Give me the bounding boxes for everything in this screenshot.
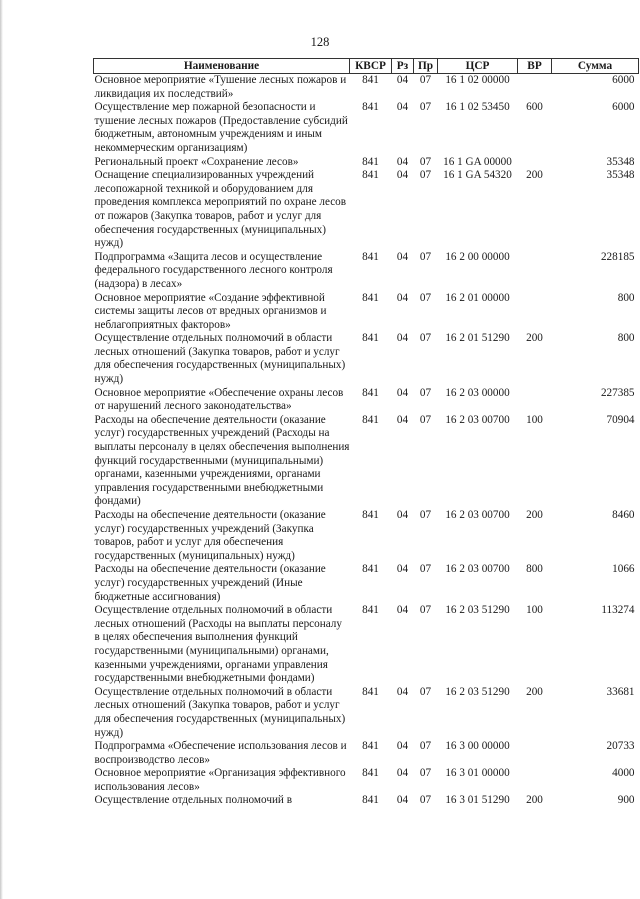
cell-rz: 04	[396, 685, 409, 698]
cell-name: Осуществление мер пожарной безопасности и тушение лесных пожаров (Предоставление субсидий бюджетным, автономным учреждениям и иным некоммерческим организациям)	[94, 101, 348, 154]
table-row	[94, 156, 639, 170]
cell-sum: 70904	[606, 413, 635, 426]
cell-name: Основное мероприятие «Обеспечение охраны лесов от нарушений лесного законодательства»	[94, 386, 344, 413]
cell-csr: 16 2 03 00000	[445, 386, 510, 399]
cell-pr: 07	[419, 74, 432, 86]
table-row	[94, 101, 639, 155]
page-number: 128	[310, 35, 330, 49]
cell-vr: 200	[526, 332, 543, 345]
table-row	[94, 563, 639, 604]
cell-kvsr: 841	[362, 604, 379, 617]
cell-kvsr: 841	[362, 413, 379, 426]
cell-vr: 600	[526, 101, 543, 114]
cell-csr: 16 2 01 51290	[445, 332, 510, 345]
cell-rz: 04	[396, 604, 409, 617]
cell-kvsr: 841	[362, 794, 379, 807]
cell-sum: 1066	[612, 563, 635, 576]
cell-name: Осуществление отдельных полномочий в области лесных отношений (Закупка товаров, работ и услуг для обеспечения государственных (муниципальных) нужд)	[94, 332, 346, 386]
cell-csr: 16 2 03 51290	[445, 604, 510, 617]
cell-kvsr: 841	[362, 291, 379, 304]
cell-rz: 04	[396, 767, 409, 780]
scan-left-edge	[0, 0, 3, 899]
cell-pr: 07	[419, 413, 432, 426]
cell-csr: 16 3 01 00000	[445, 767, 510, 780]
cell-sum: 113274	[601, 604, 635, 617]
cell-name: Оснащение специализированных учреждений лесопожарной техникой и оборудованием для проведения комплекса мероприятий по охране лесов от пожаров (Закупка товаров, работ и услуг для обеспечения государственных (муниципальных) нужд)	[94, 169, 347, 250]
cell-name: Основное мероприятие «Организация эффективного использования лесов»	[94, 767, 346, 793]
cell-kvsr: 841	[362, 685, 379, 698]
cell-pr: 07	[419, 332, 432, 345]
cell-vr	[518, 387, 552, 414]
cell-rz: 04	[396, 386, 409, 399]
cell-rz: 04	[396, 332, 409, 345]
cell-sum: 800	[617, 291, 635, 304]
cell-sum: 800	[617, 332, 635, 345]
cell-rz: 04	[396, 291, 409, 304]
cell-pr: 07	[419, 291, 432, 304]
cell-name: Расходы на обеспечение деятельности (оказание услуг) государственных учреждений (Расходы на выплаты персоналу в целях обеспечения выполнения функций государственными (муниципальными) органами, казенными учреждениями, органами управления государственными внебюджетными фондами)	[94, 413, 350, 508]
header-name: Наименование	[94, 59, 350, 74]
cell-vr: 200	[526, 509, 543, 521]
cell-kvsr: 841	[362, 155, 379, 168]
cell-vr: 200	[526, 169, 543, 182]
cell-kvsr: 841	[362, 74, 379, 86]
cell-vr: 100	[526, 413, 543, 426]
cell-kvsr: 841	[362, 101, 379, 114]
cell-rz: 04	[396, 74, 409, 86]
cell-csr: 16 1 02 00000	[445, 74, 510, 86]
cell-vr	[518, 740, 552, 767]
cell-csr: 16 3 01 51290	[445, 794, 510, 807]
cell-csr: 16 2 03 00700	[445, 509, 510, 521]
table-row	[94, 740, 639, 767]
cell-kvsr: 841	[362, 509, 379, 521]
cell-rz: 04	[396, 563, 409, 576]
cell-rz: 04	[396, 794, 409, 807]
cell-sum: 8460	[612, 509, 635, 521]
cell-vr	[518, 767, 552, 794]
cell-rz: 04	[396, 101, 409, 114]
cell-sum: 35348	[606, 155, 635, 168]
cell-csr: 16 1 02 53450	[445, 101, 510, 114]
table-row	[94, 794, 639, 808]
cell-sum: 900	[617, 794, 635, 807]
cell-name: Основное мероприятие «Тушение лесных пожаров и ликвидация их последствий»	[94, 74, 347, 100]
cell-csr: 16 2 01 00000	[445, 291, 510, 304]
cell-name: Основное мероприятие «Создание эффективной системы защиты лесов от вредных организмов и неблагоприятных факторов»	[94, 291, 327, 331]
cell-rz: 04	[396, 413, 409, 426]
cell-sum: 4000	[612, 767, 635, 780]
cell-kvsr: 841	[362, 563, 379, 576]
cell-name: Расходы на обеспечение деятельности (оказание услуг) государственных учреждений (Закупка товаров, работ и услуг для обеспечения государственных (муниципальных) нужд)	[94, 509, 326, 562]
table-row	[94, 332, 639, 386]
cell-kvsr: 841	[362, 386, 379, 399]
cell-kvsr: 841	[362, 767, 379, 780]
cell-pr: 07	[419, 250, 432, 263]
cell-csr: 16 2 03 00700	[445, 563, 510, 576]
cell-sum: 228185	[600, 250, 635, 263]
header-rz: Рз	[392, 59, 414, 74]
cell-pr: 07	[419, 155, 432, 168]
cell-pr: 07	[419, 563, 432, 576]
cell-kvsr: 841	[362, 169, 379, 182]
cell-csr: 16 2 00 00000	[445, 250, 510, 263]
table-row	[94, 686, 639, 740]
cell-vr: 200	[526, 685, 543, 698]
cell-sum: 33681	[606, 685, 635, 698]
cell-pr: 07	[419, 767, 432, 780]
cell-kvsr: 841	[362, 332, 379, 345]
cell-rz: 04	[396, 155, 409, 168]
cell-sum: 6000	[612, 74, 635, 86]
cell-pr: 07	[419, 386, 432, 399]
cell-csr: 16 2 03 51290	[445, 685, 510, 698]
cell-rz: 04	[396, 509, 409, 521]
cell-sum: 35348	[606, 169, 635, 182]
cell-name: Расходы на обеспечение деятельности (оказание услуг) государственных учреждений (Иные бюджетные ассигнования)	[94, 563, 326, 603]
table-body	[94, 74, 639, 809]
table-row	[94, 251, 639, 292]
table-row	[94, 414, 639, 509]
header-vr: ВР	[518, 59, 552, 74]
table-row	[94, 509, 639, 563]
table-row	[94, 387, 639, 414]
cell-pr: 07	[419, 685, 432, 698]
cell-name: Подпрограмма «Обеспечение использования лесов и воспроизводство лесов»	[94, 740, 347, 766]
header-kvsr: КВСР	[350, 59, 392, 74]
budget-table	[93, 58, 639, 808]
cell-pr: 07	[419, 794, 432, 807]
cell-vr	[518, 251, 552, 292]
cell-rz: 04	[396, 740, 409, 753]
cell-pr: 07	[419, 101, 432, 114]
cell-pr: 07	[419, 169, 432, 182]
cell-vr	[518, 156, 552, 170]
table-row	[94, 292, 639, 333]
cell-vr	[518, 292, 552, 333]
cell-name: Осуществление отдельных полномочий в области лесных отношений (Расходы на выплаты персоналу в целях обеспечения выполнения функций государственными (муниципальными) органами, казенными учреждениями, органами управления государственными внебюджетными фондами)	[94, 604, 342, 685]
cell-name: Осуществление отдельных полномочий в	[94, 794, 292, 807]
cell-rz: 04	[396, 250, 409, 263]
table-header-row	[94, 59, 639, 74]
table-row	[94, 169, 639, 251]
cell-vr: 800	[526, 563, 543, 576]
cell-kvsr: 841	[362, 250, 379, 263]
cell-vr: 100	[526, 604, 543, 617]
cell-sum: 6000	[612, 101, 635, 114]
cell-csr: 16 2 03 00700	[445, 413, 510, 426]
cell-pr: 07	[419, 740, 432, 753]
cell-csr: 16 1 GA 00000	[443, 155, 512, 168]
header-pr: Пр	[414, 59, 438, 74]
cell-name: Региональный проект «Сохранение лесов»	[94, 155, 299, 168]
cell-vr	[518, 74, 552, 102]
table-header	[94, 59, 639, 74]
cell-rz: 04	[396, 169, 409, 182]
cell-sum: 20733	[606, 740, 635, 753]
cell-csr: 16 3 00 00000	[445, 740, 510, 753]
cell-csr: 16 1 GA 54320	[443, 169, 512, 182]
cell-name: Подпрограмма «Защита лесов и осуществление федерального государственного лесного контроля (надзора) в лесах»	[94, 250, 333, 290]
table-row	[94, 767, 639, 794]
cell-pr: 07	[419, 509, 432, 521]
cell-sum: 227385	[600, 386, 635, 399]
cell-kvsr: 841	[362, 740, 379, 753]
cell-vr: 200	[526, 794, 543, 807]
table-row	[94, 74, 639, 102]
header-csr: ЦСР	[438, 59, 518, 74]
header-sum: Сумма	[552, 59, 639, 74]
cell-name: Осуществление отдельных полномочий в области лесных отношений (Закупка товаров, работ и услуг для обеспечения государственных (муниципальных) нужд)	[94, 685, 346, 739]
cell-pr: 07	[419, 604, 432, 617]
table-row	[94, 604, 639, 686]
